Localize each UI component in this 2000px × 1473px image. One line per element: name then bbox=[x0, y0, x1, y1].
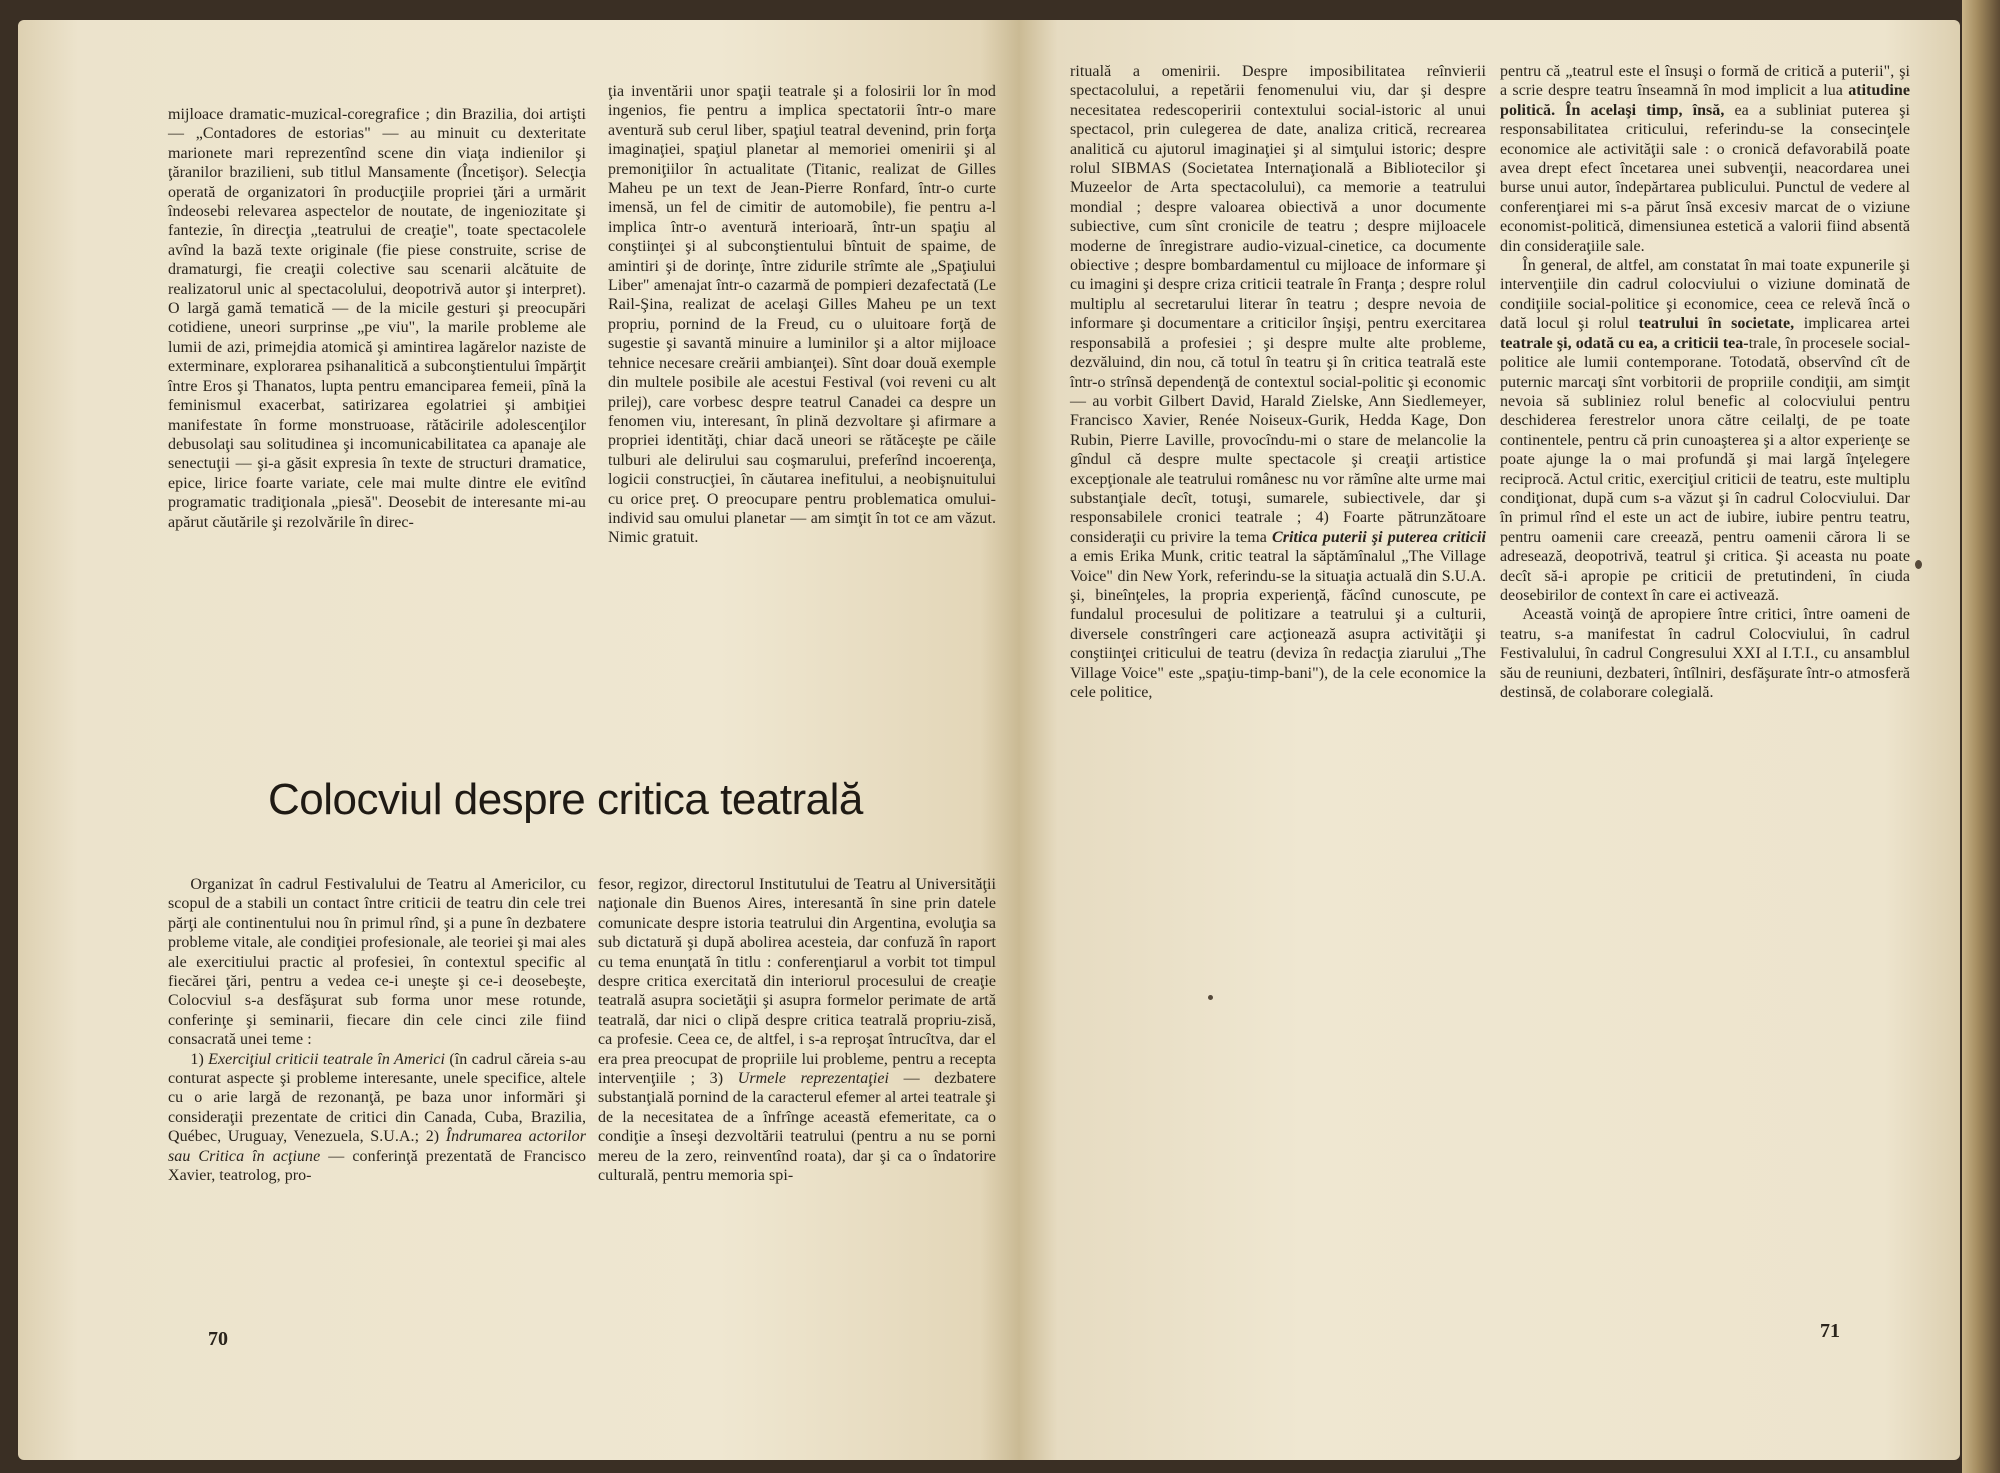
article-headline: Colocviul despre critica teatrală bbox=[268, 775, 863, 824]
right-col3-para bbox=[1070, 62, 1486, 702]
topic-text-4: — dezbatere substanţială pornind de la caracterul efemer al artei teatrale şi de la necesitatea de a înfrînge această efemeritate, ca o condiţie a înseşi dezvoltării teatrului (pentru a nu se porni mereu de la zero, reinventînd roata), dar şi ca o îndatorire culturală, pentru memoria spi- bbox=[598, 1070, 997, 1185]
right-col3-text-b: a emis Erika Munk, critic teatral la săptămînalul „The Village Voice" din New York, referindu-se la situaţia actuală din S.U.A. şi, bineînţeles, la propria experienţă, făcînd cunoscute, pe fundalul procesului de politizare a teatrului şi a culturii, diversele constrîngeri care acţionează asupra activităţii şi conştiinţei criticului de teatru (deviza în redacţia ziarului „The Village Voice" este „spaţiu-timp-bani"), de la cele economice la cele politice, bbox=[1070, 548, 1486, 701]
book-binding-edge bbox=[1962, 0, 2000, 1473]
right-col4-para1 bbox=[1500, 62, 1910, 256]
left-col1-bottom-para2 bbox=[168, 1050, 586, 1186]
left-col2-top bbox=[608, 82, 996, 548]
left-col1-bottom bbox=[168, 875, 586, 1186]
right-col4-para3: Această voinţă de apropiere între critici, între oameni de teatru, s-a manifestat în cadrul Colocviului, în cadrul Festivalului, în cadrul Congresului XXI al I.T.I., cu ansamblul său de reuniuni, dezbateri, întîlniri, desfăşurate într-o atmosferă destinsă, de colaborare colegială. bbox=[1500, 606, 1910, 701]
item-number: 1) bbox=[190, 1050, 209, 1068]
left-col1-top bbox=[168, 105, 586, 532]
left-col2-bottom bbox=[598, 875, 996, 1186]
right-col4-para2 bbox=[1500, 256, 1910, 605]
right-page bbox=[1020, 20, 1960, 1460]
left-col1-top-text: mijloace dramatic-muzical-coregrafice ; din Brazilia, doi artişti — „Contadores de estorias" — au minuit cu dexteritate marionete mari reprezentînd scene din viaţa indienilor şi ţăranilor brazilieni, sub titlul Mansamente (Încetişor). Selecţia operată de organizatori în producţiile propriei ţări a urmărit îndeosebi relevarea aspectelor de noutate, de ingeniozitate şi fantezie, în direcţia „teatrului de creaţie", toate spectacolele avînd la bază texte originale (fie piese construite, scrise de dramaturgi, fie creaţii colective sau scenarii alcătuite de realizatorul unic al spectacolului, deopotrivă autor şi interpret). O largă gamă tematică — de la micile gesturi şi preocupări cotidiene, uneori surprinse „pe viu", la marile probleme ale lumii de azi, primejdia atomică şi amintirea lagărelor naziste de exterminare, explorarea psihanalitică a subconştientului împărţit între Eros şi Thanatos, lupta pentru emanciparea femeii, pînă la feminismul exacerbat, satirizarea egolatriei şi ambiţiei manifestate în forme monstruoase, rătăcirile adolescenţilor debusolaţi sau solitudinea şi incomunicabilitatea ca apanaje ale senectuţii — şi-a găsit expresia în texte de structuri dramatice, epice, lirice foarte variate, cele mai multe dintre ele evitînd programatic tradiţionala „piesă". Deosebit de interesante mi-au apărut căutările şi rezolvările în direc- bbox=[168, 106, 586, 531]
right-col4-bold-a: atitudine politică. În acelaşi timp, însă, bbox=[1500, 82, 1910, 119]
topic-title-2: Îndrumarea actorilor sau Critica în acţiune bbox=[168, 1128, 586, 1165]
right-col4-bold-b2: teatrale şi, odată cu ea, a criticii tea- bbox=[1500, 334, 1749, 352]
page-number-left: 70 bbox=[208, 1328, 228, 1350]
topic-title-4: Critica puterii şi puterea criticii bbox=[1271, 528, 1487, 546]
topic-text-3: fesor, regizor, directorul Institutului de Teatru al Universităţii naţionale din Buenos Aires, interesantă în sine prin datele comunicate despre istoria teatrului din Argentina, evoluţia sa sub dictatură şi după abolirea acesteia, dar confuză în raport cu tema enunţată în titlu : conferenţiarul a vorbit tot timpul despre critica exercitată din interiorul procesului de creaţie teatrală asupra societăţii şi asupra formelor perimate de artă teatrală, dar nici o clipă despre critica teatrală propriu-zisă, ca profesie. Ceea ce, de altfel, i s-a reproşat întrucîtva, dar el era prea preocupat de propriile lui probleme, pentru a recepta intervenţiile ; 3) bbox=[598, 876, 996, 1088]
page-number-right: 71 bbox=[1820, 1320, 1840, 1342]
topic-text-2: — conferinţă prezentată de Francisco Xavier, teatrolog, pro- bbox=[168, 1147, 587, 1185]
ink-speck bbox=[1915, 560, 1922, 569]
topic-text-1: (în cadrul căreia s-au conturat aspecte şi probleme interesante, unele specifice, altele cu o arie largă de rezonanţă, pe baza unor informări şi consideraţii prezentate de critici din Canada, Cuba, Brazilia, Québec, Uruguay, Venezuela, S.U.A.; 2) bbox=[168, 1050, 586, 1146]
right-col4-bold-b1: teatrului în societate, bbox=[1638, 315, 1795, 333]
topic-title-1: Exerciţiul criticii teatrale în Americi bbox=[208, 1050, 446, 1068]
right-col4-text-b1: În general, de altfel, am constatat în mai toate expunerile şi intervenţiile din cadrul colocviului o viziune dominată de condiţiile social-politice şi economice, ceea ce relevă încă o dată locul şi rolul bbox=[1500, 257, 1910, 333]
left-col2-bottom-para bbox=[598, 875, 996, 1186]
left-page bbox=[18, 20, 1020, 1460]
right-col4 bbox=[1500, 62, 1910, 702]
right-col4-text-b2: trale, în procesele social-politice ale lumii contemporane. Totodată, observînd cît de puternic marcaţi sînt vorbitorii de propriile condiţii, am simţit nevoia să subliniez rolul benefic al colocviului pentru deschiderea ferestrelor unora către ceilalţi, de pe toate continentele, pentru că prin cunoaşterea şi a altor experienţe se poate ajunge la o mai profundă şi mai largă înţelegere reciprocă. Actul critic, exerciţiul criticii de teatru, este multiplu condiţionat, după cum s-a văzut şi în cadrul Colocviului. Dar în primul rînd el este un act de iubire, iubire pentru teatru, pentru oamenii care creează, pentru oamenii cărora li se adresează, deopotrivă, teatrul şi critica. Şi aceasta nu poate decît să-i apropie pe criticii de pretutindeni, în ciuda deosebirilor de context în care ei activează. bbox=[1500, 334, 1910, 604]
topic-title-3: Urmele reprezentaţiei bbox=[737, 1070, 889, 1088]
right-col4-text-bmid: implicarea artei bbox=[1794, 315, 1910, 333]
ink-speck bbox=[1208, 995, 1213, 1000]
left-col2-top-text: ţia inventării unor spaţii teatrale şi a folosirii lor în mod ingenios, fie pentru a implica spectatorii într-o mare aventură sub cerul liber, spaţiul teatral devenind, prin forţa imaginaţiei, spaţiul planetar al memoriei omenirii şi al premoniţiilor în actualitate (Titanic, realizat de Gilles Maheu pe un text de Jean-Pierre Ronfard, într-o curte imensă, un fel de cimitir de automobile), fie pentru a-l implica într-o aventură interioară, într-un spaţiu al conştiinţei şi al subconştientului bîntuit de spaime, de amintiri şi de dorinţe, între zidurile strîmte ale „Spaţiului Liber" amenajat într-o cazarmă de pompieri dezafectată (Le Rail-Şina, realizat de acelaşi Gilles Maheu pe un text propriu, pornind de la Freud, cu o uluitoare forţă de sugestie şi savantă minuire a luminilor şi a altor mijloace tehnice necesare creării ambianţei). Sînt doar două exemple din multele posibile ale acestui Festival (voi reveni cu alt prilej), care vorbesc despre teatrul Canadei ca despre un fenomen viu, interesant, în plină dezvoltare şi afirmare a propriei identităţi, chiar dacă uneori se rătăceşte pe căile tulburi ale delirului sau coşmarului, preferînd incoerenţa, logicii construcţiei, în căutarea inefitului, a neobişnuitului cu orice preţ. O preocupare pentru problematica omului-individ sau omului planetar — am simţit în tot ce am văzut. Nimic gratuit. bbox=[608, 83, 996, 547]
right-col3-text-a: rituală a omenirii. Despre imposibilitatea reînvierii spectacolului, a repetării fenomenului viu, dar şi despre necesitatea redescoperirii contextului social-istoric al unui spectacol, prin culegerea de date, analiza critică, recrearea analitică cu ajutorul imaginaţiei şi al simţului istoric; despre rolul SIBMAS (Societatea Internaţională a Bibliotecilor şi Muzeelor de Arta spectacolului), ca memorie a teatrului mondial ; despre valoarea obiectivă a unor documente subiective, cum sînt cronicile de teatru ; despre mijloacele moderne de înregistrare audio-vizual-cinetice, ca documente obiective ; despre bombardamentul cu mijloace de informare şi cu imagini şi despre criza criticii teatrale în Franţa ; despre rolul multiplu al secretarului literar în teatru ; despre nevoia de informare şi documentare a criticilor înşişi, pentru exercitarea responsabilă a profesiei ; şi despre multe alte probleme, dezvăluind, din nou, că totul în teatru şi în critica teatrală este într-o strînsă dependenţă de contextul social-politic şi economic — au vorbit Gilbert David, Harald Zielske, Ann Siedlemeyer, Francisco Xavier, Renée Noiseux-Gurik, Hedda Kage, Don Rubin, Pierre Laville, provocîndu-mi o stare de melancolie la gîndul că despre multe spectacole şi creaţii artistice excepţionale ale teatrului românesc nu vor rămîne alte urme mai substanţiale decît, totuşi, sumarele, subiectivele, dar şi responsabilele cronici teatrale ; 4) Foarte pătrunzătoare consideraţii cu privire la tema bbox=[1070, 63, 1486, 546]
left-col1-bottom-para1: Organizat în cadrul Festivalului de Teatru al Americilor, cu scopul de a stabili un contact între criticii de teatru din cele trei părţi ale continentului nou în primul rînd, şi a pune în dezbatere probleme vitale, ale condiţiei profesionale, ale teoriei şi mai ales ale exercitiului practic al profesiei, în contextul specific al fiecărei ţări, pentru a vedea ce-i uneşte şi ce-i deosebeşte, Colocviul s-a desfăşurat sub forma unor mese rotunde, conferinţe şi seminarii, fiecare din cele cinci zile fiind consacrată unei teme : bbox=[168, 876, 586, 1049]
right-col4-text-a1: pentru că „teatrul este el însuşi o formă de critică a puterii", şi a scrie despre teatru înseamnă în mod implicit a lua bbox=[1500, 63, 1910, 100]
right-col4-text-a2: ea a subliniat puterea şi responsabilitatea criticului, referindu-se la consecinţele economice ale activităţii sale : o cronică defavorabilă poate avea drept efect încetarea unei subvenţii, neacordarea unei burse unui autor, îndepărtarea publicului. Punctul de vedere al conferenţiarei mi s-a părut însă excesiv marcat de o viziune economist-politică, dimensiunea estetică a valorii fiind absentă din consideraţiile sale. bbox=[1500, 101, 1910, 255]
right-col3 bbox=[1070, 62, 1486, 702]
